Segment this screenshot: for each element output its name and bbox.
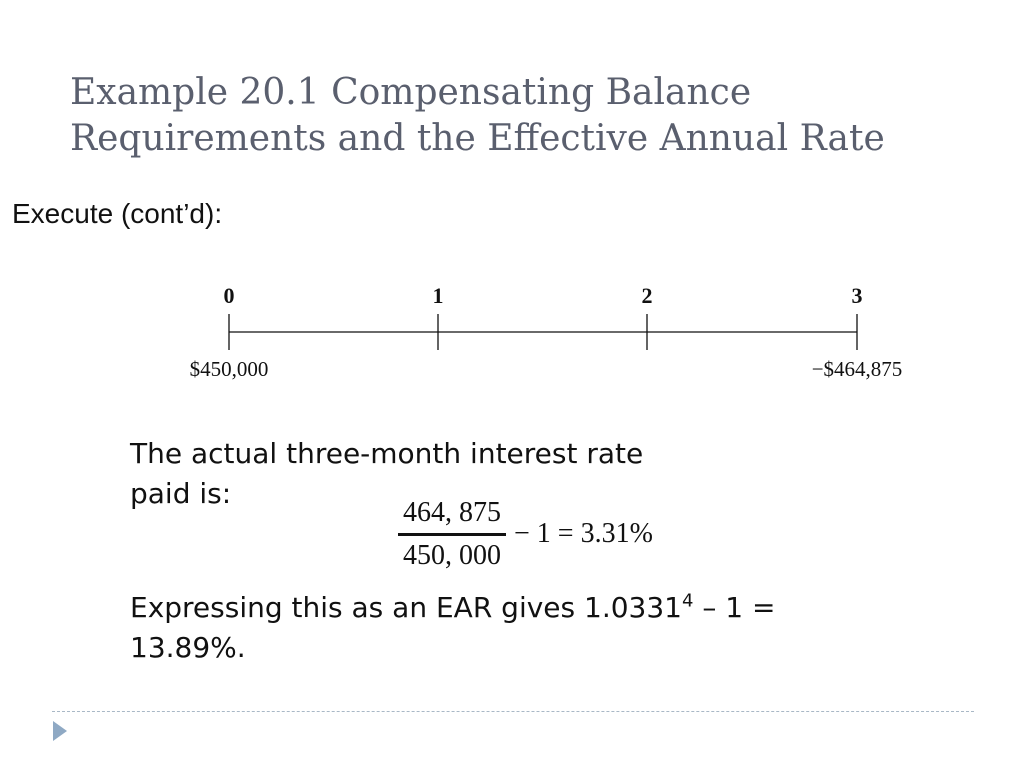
timeline-cashflow-end: −$464,875 [811, 357, 903, 381]
timeline-period-1: 1 [432, 283, 444, 308]
ear-exponent: 4 [682, 590, 694, 612]
formula-fraction [398, 497, 506, 572]
ear-line-1-prefix: Expressing this as an EAR gives 1.0331 [130, 591, 682, 624]
ear-line-2: 13.89%. [130, 631, 246, 664]
formula-numerator: 464, 875 [403, 496, 501, 528]
interest-rate-line-1: The actual three-month interest rate [130, 437, 644, 470]
triangle-bullet-icon [52, 720, 68, 742]
timeline-cashflow-start: $450,000 [189, 357, 269, 381]
interest-rate-line-2: paid is: [130, 477, 232, 510]
slide-title [70, 70, 970, 162]
ear-paragraph [130, 588, 950, 668]
cash-flow-timeline [0, 270, 1024, 390]
timeline-period-0: 0 [223, 283, 235, 308]
formula-result: − 1 = 3.31% [514, 518, 653, 549]
slide-title-line-2: Requirements and the Effective Annual Rate [70, 118, 885, 159]
footer-divider [52, 711, 974, 712]
slide-title-line-1: Example 20.1 Compensating Balance [70, 72, 752, 113]
timeline-period-3: 3 [851, 283, 863, 308]
section-subhead: Execute (cont’d): [12, 198, 223, 229]
rate-formula [398, 494, 653, 574]
timeline-period-2: 2 [641, 283, 653, 308]
formula-denominator: 450, 000 [403, 539, 501, 571]
ear-line-1-suffix: – 1 = [693, 591, 776, 624]
ear-line-1 [130, 588, 950, 628]
